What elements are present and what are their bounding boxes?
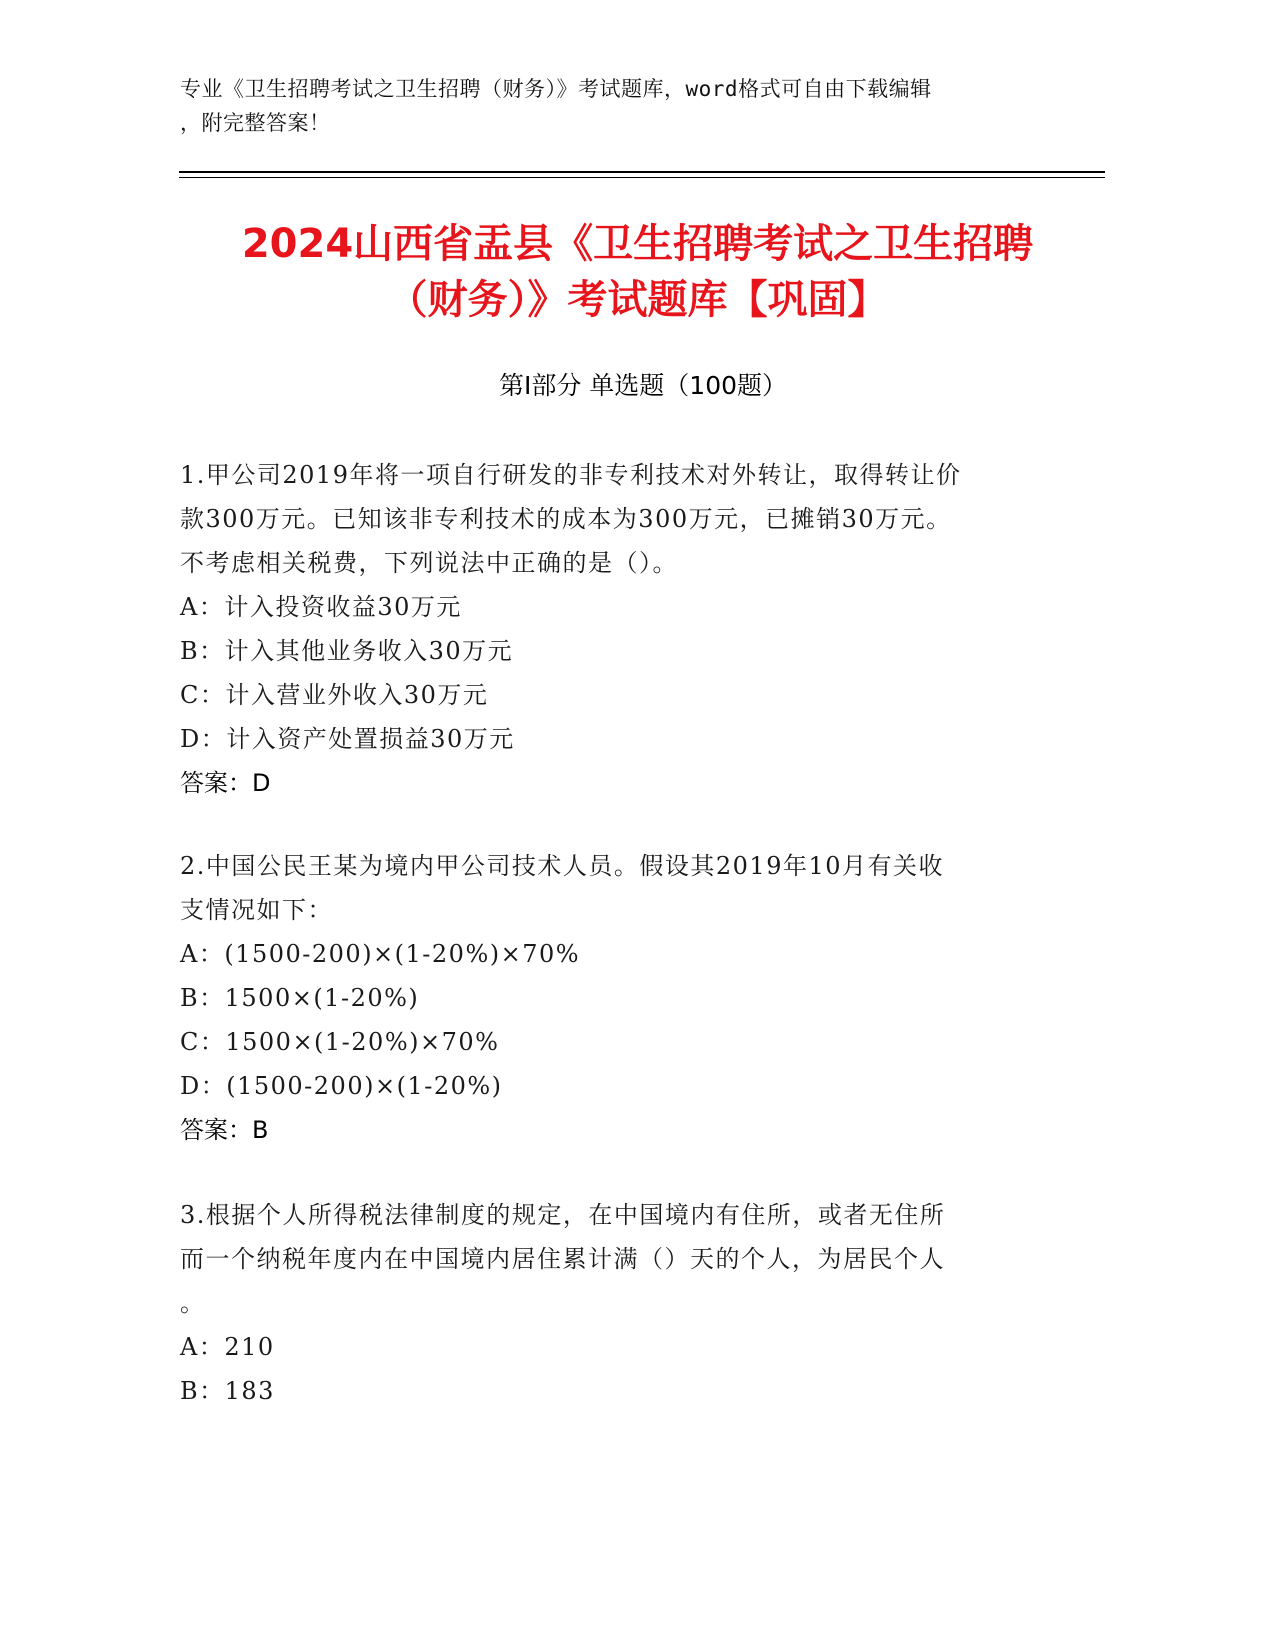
answer-key: 答案：B bbox=[180, 1116, 269, 1144]
option-a: A：计入投资收益30万元 bbox=[180, 593, 462, 621]
question-stem-line: 3.根据个人所得税法律制度的规定，在中国境内有住所，或者无住所 bbox=[180, 1201, 946, 1229]
question-stem-line: 不考虑相关税费，下列说法中正确的是（）。 bbox=[180, 549, 678, 577]
document-title-line-1: 2024山西省盂县《卫生招聘考试之卫生招聘 bbox=[241, 221, 1034, 267]
question-stem-line: 2.中国公民王某为境内甲公司技术人员。假设其2019年10月有关收 bbox=[180, 852, 945, 880]
answer-key: 答案：D bbox=[180, 769, 271, 797]
question-stem bbox=[180, 1193, 1080, 1325]
header-divider-thin bbox=[179, 177, 1105, 178]
option-b: B：计入其他业务收入30万元 bbox=[180, 637, 514, 665]
question-2 bbox=[180, 844, 1080, 1152]
option-b: B：183 bbox=[180, 1377, 275, 1405]
question-stem bbox=[180, 844, 1080, 932]
option-a: A：210 bbox=[180, 1333, 275, 1361]
section-heading: 第I部分 单选题（100题） bbox=[498, 371, 788, 400]
question-1 bbox=[180, 453, 1080, 805]
option-a: A：(1500-200)×(1-20%)×70% bbox=[180, 940, 581, 968]
question-stem-line: 而一个纳税年度内在中国境内居住累计满（）天的个人，为居民个人 bbox=[180, 1245, 945, 1273]
document-title-line-2: （财务）》考试题库【巩固】 bbox=[387, 277, 888, 323]
header-note-line-2: ，附完整答案！ bbox=[180, 111, 331, 135]
document-title bbox=[140, 216, 1135, 328]
question-3 bbox=[180, 1193, 1080, 1413]
option-b: B：1500×(1-20%) bbox=[180, 984, 420, 1012]
option-c: C：计入营业外收入30万元 bbox=[180, 681, 489, 709]
header-note bbox=[180, 72, 1040, 140]
option-c: C：1500×(1-20%)×70% bbox=[180, 1028, 500, 1056]
option-d: D：(1500-200)×(1-20%) bbox=[180, 1072, 503, 1100]
question-stem-line: 支情况如下： bbox=[180, 896, 333, 924]
question-stem bbox=[180, 453, 1080, 585]
question-stem-line: 1.甲公司2019年将一项自行研发的非专利技术对外转让，取得转让价 bbox=[180, 461, 962, 489]
option-d: D：计入资产处置损益30万元 bbox=[180, 725, 515, 753]
header-note-line-1: 专业《卫生招聘考试之卫生招聘（财务）》考试题库，word格式可自由下载编辑 bbox=[180, 77, 932, 101]
question-stem-line: 款300万元。已知该非专利技术的成本为300万元，已摊销30万元。 bbox=[180, 505, 952, 533]
header-divider-thick bbox=[179, 171, 1105, 173]
question-stem-line: 。 bbox=[180, 1289, 206, 1317]
